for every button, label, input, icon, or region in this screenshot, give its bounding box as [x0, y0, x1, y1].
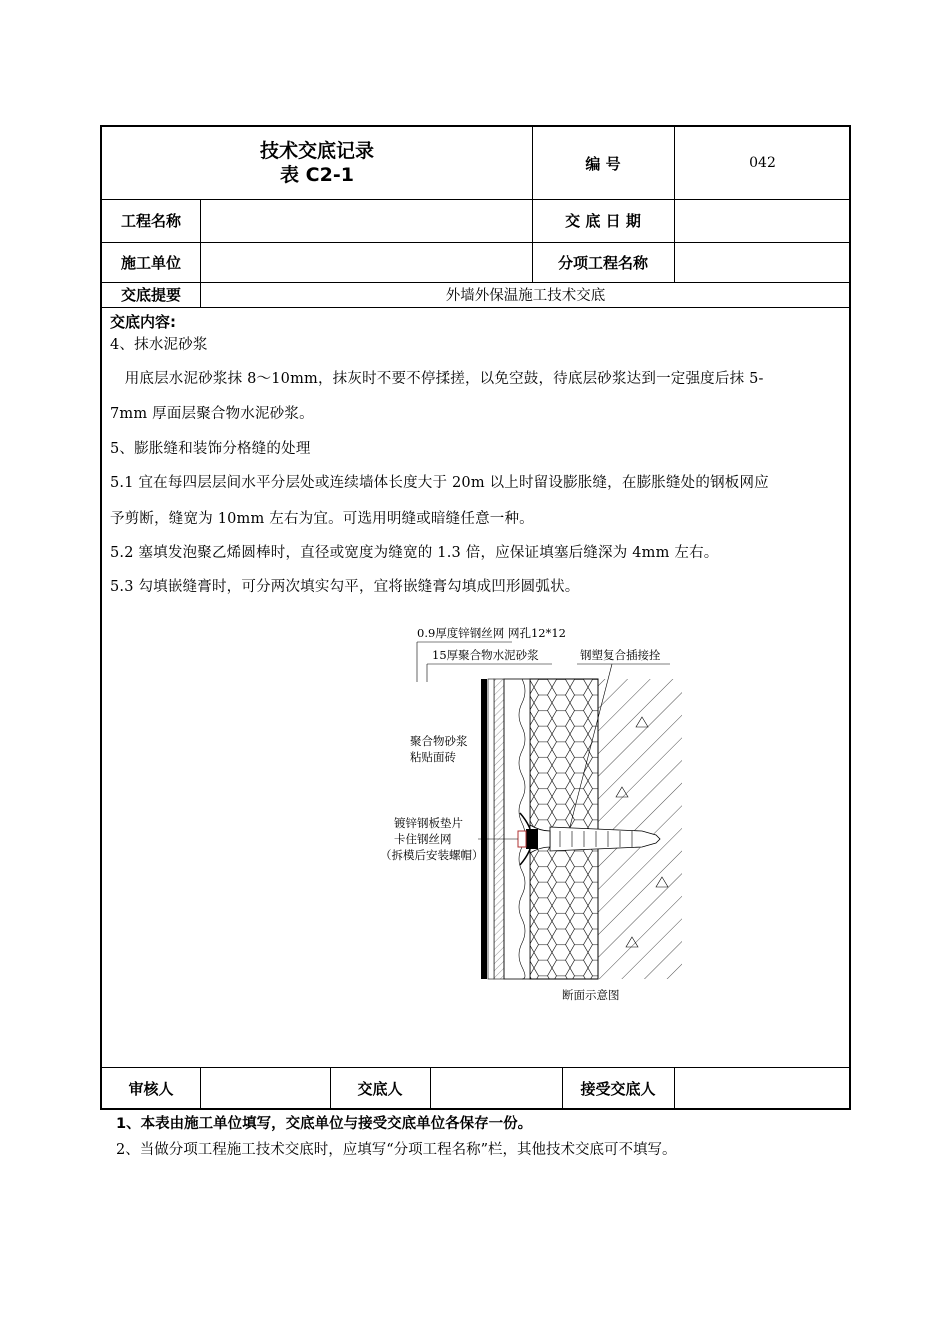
content-line: 5.3 勾填嵌缝膏时，可分两次填实勾平，宜将嵌缝膏勾填成凹形圆弧状。 [110, 579, 580, 595]
form-title-main: 技术交底记录 [259, 140, 374, 162]
row-divider [102, 307, 849, 308]
figure-caption: 断面示意图 [562, 988, 620, 1002]
concrete-wall [598, 679, 682, 979]
label-tile-line1: 聚合物砂浆 [410, 734, 468, 748]
adhesive-layer [488, 679, 494, 979]
washer-plate [518, 831, 526, 847]
form-title-code: 表 C2-1 [280, 164, 354, 186]
label-mortar: 15厚聚合物水泥砂浆 [432, 648, 539, 662]
content-line: 予剪断，缝宽为 10mm 左右为宜。可选用明缝或暗缝任意一种。 [110, 511, 534, 527]
number-label: 编 号 [585, 154, 621, 173]
label-plate-line1: 镀锌钢板垫片 [394, 816, 463, 830]
receiver-field[interactable] [674, 1067, 851, 1110]
content-line: 5.2 塞填发泡聚乙烯圆棒时，直径或宽度为缝宽的 1.3 倍，应保证填塞后缝深为 4mm 左右。 [110, 545, 719, 561]
disclosure-form [100, 125, 851, 1110]
content-line: 5、膨胀缝和装饰分格缝的处理 [110, 441, 311, 457]
summary-label: 交底提要 [120, 286, 181, 304]
note-2: 2、当做分项工程施工技术交底时，应填写“分项工程名称”栏，其他技术交底可不填写。 [116, 1142, 677, 1158]
content-heading: 交底内容: [110, 313, 176, 331]
discloser-label: 交底人 [357, 1080, 403, 1098]
date-field[interactable] [674, 199, 851, 242]
number-value: 042 [749, 155, 776, 171]
label-tile-line2: 粘贴面砖 [410, 750, 456, 764]
label-plate-line3: （拆模后安装螺帽） [380, 848, 484, 862]
subproject-name-label: 分项工程名称 [557, 253, 648, 272]
subproject-name-field[interactable] [674, 242, 851, 282]
date-label: 交 底 日 期 [565, 212, 641, 230]
reviewer-label: 审核人 [128, 1080, 174, 1098]
label-plate-line2: 卡住钢丝网 [394, 832, 452, 846]
content-line: 5.1 宜在每四层层间水平分层处或连续墙体长度大于 20m 以上时留设膨胀缝，在膨胀缝处的钢板网应 [110, 475, 769, 491]
label-mesh: 0.9厚度锌钢丝网 网孔12*12 [417, 626, 566, 640]
summary-value: 外墙外保温施工技术交底 [445, 288, 606, 304]
construction-unit-label: 施工单位 [120, 253, 181, 272]
construction-unit-field[interactable] [200, 242, 532, 282]
bonding-layer [494, 679, 504, 979]
content-line: 4、抹水泥砂浆 [110, 337, 208, 353]
reviewer-field[interactable] [200, 1067, 330, 1110]
note-1: 1、本表由施工单位填写，交底单位与接受交底单位各保存一份。 [116, 1116, 533, 1132]
face-tile [481, 679, 487, 979]
receiver-label: 接受交底人 [580, 1080, 656, 1098]
project-name-field[interactable] [200, 199, 532, 242]
discloser-field[interactable] [430, 1067, 562, 1110]
project-name-label: 工程名称 [120, 212, 181, 230]
section-diagram [282, 617, 682, 1017]
content-line: 用底层水泥砂浆抹 8～10mm，抹灰时不要不停揉搓，以免空鼓，待底层砂浆达到一定强度后抹 5- [110, 371, 764, 387]
form-title [102, 127, 532, 199]
content-line: 7mm 厚面层聚合物水泥砂浆。 [110, 406, 314, 422]
label-anchor: 钢塑复合插接拴 [580, 648, 661, 662]
